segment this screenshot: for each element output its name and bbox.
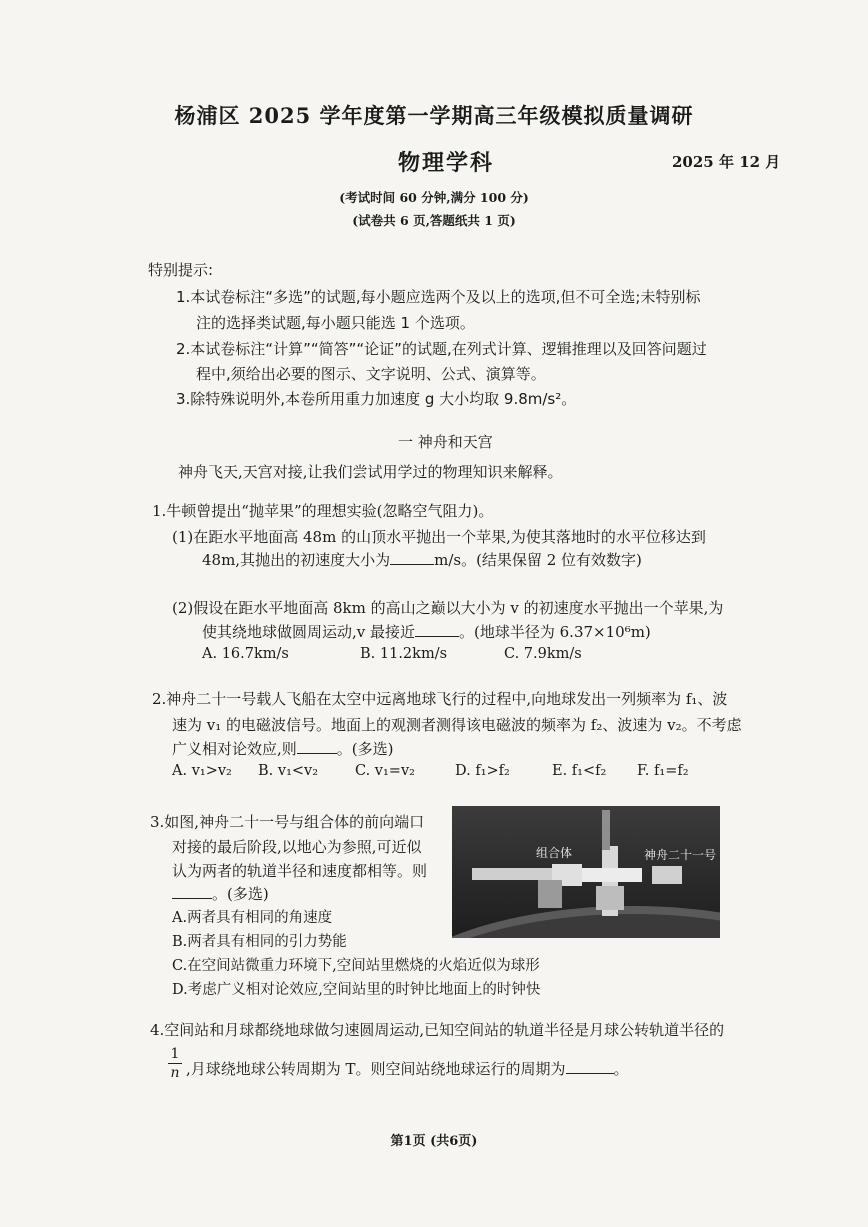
q3-line1: 3.如图,神舟二十一号与组合体的前向端口 [150, 813, 425, 831]
q1-part2-line1: (2)假设在距水平地面高 8km 的高山之巅以大小为 v 的初速度水平抛出一个苹果,为 [172, 599, 724, 617]
q2-option-f: F. f₁=f₂ [637, 763, 689, 779]
exam-pages-note: (试卷共 6 页,答题纸共 1 页) [352, 213, 516, 228]
answer-blank [415, 622, 459, 637]
q3-option-c: C.在空间站微重力环境下,空间站里燃烧的火焰近似为球形 [172, 958, 540, 974]
notice-item-2b: 程中,须给出必要的图示、文字说明、公式、演算等。 [196, 365, 546, 383]
subject-title: 物理学科 [398, 150, 495, 176]
q2-line1: 2.神舟二十一号载人飞船在太空中远离地球飞行的过程中,向地球发出一列频率为 f₁、波 [152, 690, 728, 708]
notice-item-3: 3.除特殊说明外,本卷所用重力加速度 g 大小均取 9.8m/s²。 [176, 390, 577, 408]
notice-item-1b: 注的选择类试题,每小题只能选 1 个选项。 [196, 314, 475, 332]
answer-blank [566, 1059, 614, 1074]
notice-item-1a: 1.本试卷标注“多选”的试题,每小题应选两个及以上的选项,但不可全选;未特别标 [176, 288, 701, 306]
label-combined-body: 组合体 [536, 846, 573, 860]
q3-option-b: B.两者具有相同的引力势能 [172, 934, 347, 950]
q1-stem: 1.牛顿曾提出“抛苹果”的理想实验(忽略空气阻力)。 [152, 502, 494, 520]
notice-heading: 特别提示: [148, 261, 214, 279]
fraction-bar [168, 1063, 182, 1064]
space-station-illustration [452, 806, 720, 938]
answer-blank [297, 739, 337, 754]
answer-blank [390, 550, 434, 565]
exam-date: 2025 年 12 月 [672, 153, 781, 171]
q3-line4: 。(多选) [172, 883, 269, 904]
q1-part1-line1: (1)在距水平地面高 48m 的山顶水平抛出一个苹果,为使其落地时的水平位移达到 [172, 528, 706, 546]
q3-option-d: D.考虑广义相对论效应,空间站里的时钟比地面上的时钟快 [172, 982, 541, 998]
q2-line2: 速为 v₁ 的电磁波信号。地面上的观测者测得该电磁波的频率为 f₂、波速为 v₂。不考虑 [172, 716, 742, 734]
q1-option-a: A. 16.7km/s [202, 646, 289, 662]
q2-option-b: B. v₁<v₂ [258, 763, 319, 779]
q3-line2: 对接的最后阶段,以地心为参照,可近似 [172, 838, 422, 856]
fraction-numerator: 1 [170, 1046, 180, 1062]
fraction-denominator: n [170, 1065, 180, 1081]
q4-line2: ,月球绕地球公转周期为 T。则空间站绕地球运行的周期为 。 [186, 1060, 629, 1078]
page-footer: 第1页 (共6页) [390, 1134, 478, 1149]
exam-time-note: (考试时间 60 分钟,满分 100 分) [339, 190, 529, 205]
q1-part2-line2: 使其绕地球做圆周运动,v 最接近 。(地球半径为 6.37×10⁶m) [202, 623, 651, 641]
q4-fraction [168, 1046, 182, 1081]
section-intro: 神舟飞天,天宫对接,让我们尝试用学过的物理知识来解释。 [178, 463, 563, 481]
q2-option-e: E. f₁<f₂ [552, 763, 607, 779]
q2-option-d: D. f₁>f₂ [455, 763, 510, 779]
q2-option-c: C. v₁=v₂ [355, 763, 415, 779]
q3-option-a: A.两者具有相同的角速度 [172, 910, 333, 926]
section-title: 一 神舟和天宫 [398, 433, 493, 451]
q1-option-c: C. 7.9km/s [504, 646, 582, 662]
q2-line3: 广义相对论效应,则 。(多选) [172, 740, 394, 758]
space-station-photo [452, 806, 720, 938]
q1-part1-line2: 48m,其抛出的初速度大小为 m/s。(结果保留 2 位有效数字) [202, 551, 642, 569]
answer-blank [172, 884, 212, 899]
notice-item-2a: 2.本试卷标注“计算”“简答”“论证”的试题,在列式计算、逻辑推理以及回答问题过 [176, 340, 707, 358]
q3-line3: 认为两者的轨道半径和速度都相等。则 [172, 862, 428, 880]
label-shenzhou-21: 神舟二十一号 [644, 848, 717, 862]
q1-option-b: B. 11.2km/s [360, 646, 448, 662]
q4-line1: 4.空间站和月球都绕地球做匀速圆周运动,已知空间站的轨道半径是月球公转轨道半径的 [150, 1021, 725, 1039]
exam-title: 杨浦区 2025 学年度第一学期高三年级模拟质量调研 [174, 103, 694, 128]
q2-option-a: A. v₁>v₂ [172, 763, 232, 779]
